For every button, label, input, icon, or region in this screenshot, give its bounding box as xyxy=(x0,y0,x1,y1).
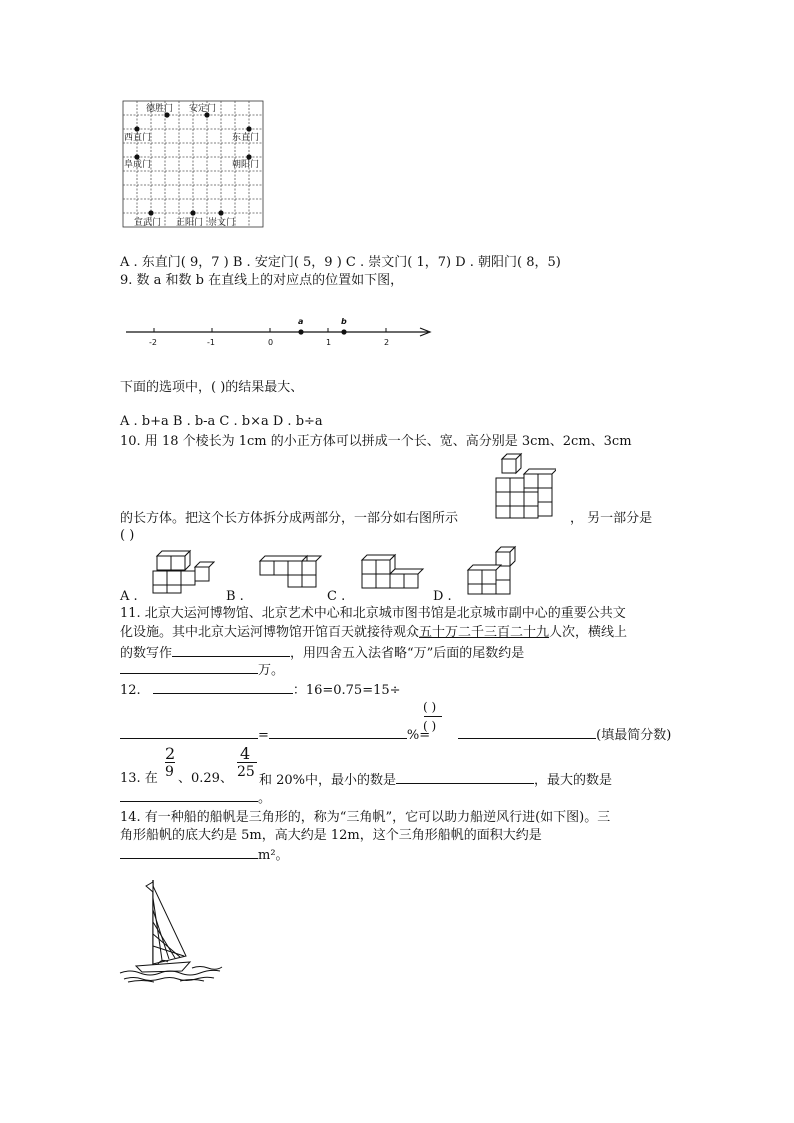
point-chongwen xyxy=(218,210,223,215)
q14-line2: 角形船帆的底大约是 5m，高大约是 12m，这个三角形船帆的面积大约是 xyxy=(120,828,542,843)
q13-mid: 、0.29、 xyxy=(178,771,233,786)
q13-frac1-den: 9 xyxy=(165,764,174,780)
q11-line1: 11. 北京大运河博物馆、北京艺术中心和北京城市图书馆是北京城市副中心的重要公共文 xyxy=(120,606,626,621)
q12-answer-blank-2[interactable] xyxy=(120,726,258,739)
q11-line2-start: 化设施。其中北京大运河博物馆开馆百天就接待观众 xyxy=(120,625,420,640)
q10-option-b-label: B . xyxy=(226,589,244,604)
label-chaoyang: 朝阳门 xyxy=(232,160,260,170)
q10-line1: 10. 用 18 个棱长为 1cm 的小正方体可以拼成一个长、宽、高分别是 3cm、2cm、3cm xyxy=(120,434,632,449)
label-fucheng: 阜成门 xyxy=(124,160,152,170)
tick-label-neg2: -2 xyxy=(149,338,157,347)
q12-paren-top: ( ) xyxy=(423,700,437,714)
point-zhengyang xyxy=(190,210,195,215)
label-desheng: 德胜门 xyxy=(146,104,174,114)
q10-given-part-figure xyxy=(494,452,556,524)
label-anding: 安定门 xyxy=(189,104,217,114)
point-a-label: a xyxy=(298,317,304,326)
q12-label: 12. xyxy=(120,683,141,698)
q8-options: A . 东直门( 9，7 ) B . 安定门( 5，9 ) C . 崇文门( 1，7) D . 朝阳门( 8，5) xyxy=(120,255,561,270)
q12-percent: %= xyxy=(406,728,431,743)
q11-line4 xyxy=(120,661,284,679)
q13-line2 xyxy=(120,789,271,807)
number-line-figure xyxy=(120,312,438,356)
label-chongwen: 崇文门 xyxy=(208,218,236,228)
q10-option-b-figure xyxy=(258,552,324,594)
cube-shape-c xyxy=(360,552,428,594)
tick-label-2: 2 xyxy=(384,338,390,347)
q13-frac1-bar xyxy=(165,762,175,763)
q13-frac2-bar xyxy=(237,762,257,763)
sailboat-icon xyxy=(118,878,228,986)
q13-answer-blank-max[interactable] xyxy=(120,789,258,802)
label-xizhi: 西直门 xyxy=(124,133,152,143)
q14-answer-blank[interactable] xyxy=(120,846,258,859)
q11-line3 xyxy=(120,644,524,662)
q12-line1 xyxy=(120,681,401,699)
beijing-gates-map xyxy=(120,98,266,230)
q11-line3-end: ，用四舍五入法省略“万”后面的尾数约是 xyxy=(290,646,525,661)
q10-option-c-label: C . xyxy=(327,589,346,604)
q10-option-d-figure xyxy=(466,544,528,600)
q12-answer-blank-3[interactable] xyxy=(269,726,407,739)
point-b-dot xyxy=(341,329,346,334)
q14-unit: m²。 xyxy=(258,848,289,863)
map-grid-figure xyxy=(120,98,266,234)
q13-rest2: ，最大的数是 xyxy=(534,773,613,788)
q14-line3 xyxy=(120,846,289,864)
q11-answer-blank-2[interactable] xyxy=(120,661,258,674)
number-line xyxy=(120,312,438,352)
point-xuanwu xyxy=(148,210,153,215)
q11-line2-end: 人次，横线上 xyxy=(549,625,628,640)
q12-answer-blank-4[interactable] xyxy=(458,726,596,739)
q12-fraction-bar xyxy=(424,716,442,717)
point-fucheng xyxy=(134,154,139,159)
tick-label-1: 1 xyxy=(326,338,332,347)
point-xizhi xyxy=(134,126,139,131)
q11-line2 xyxy=(120,625,627,641)
q13-answer-blank-min[interactable] xyxy=(396,771,534,784)
q12-tail: (填最简分数) xyxy=(596,728,672,743)
q11-line3-start: 的数写作 xyxy=(120,646,173,661)
q10-option-c-figure xyxy=(360,552,428,598)
tick-label-neg1: -1 xyxy=(207,338,215,347)
q11-underlined-number: 五十万二千三百二十九 xyxy=(419,625,550,640)
label-zhengyang: 正阳门 xyxy=(176,218,204,228)
q10-line3: ( ) xyxy=(120,528,135,543)
q13-end: 。 xyxy=(258,791,272,806)
q10-line2b: ， 另一部分是 xyxy=(570,511,653,526)
q10-option-a-figure xyxy=(151,547,215,599)
point-dongzhi xyxy=(246,126,251,131)
point-a-dot xyxy=(298,329,303,334)
point-b-label: b xyxy=(341,317,347,326)
cube-shape-d xyxy=(466,544,528,596)
q10-option-d-label: D . xyxy=(433,589,452,604)
label-dongzhi: 东直门 xyxy=(232,133,260,143)
q10-line2a: 的长方体。把这个长方体拆分成两部分，一部分如右图所示 xyxy=(120,511,459,526)
q9-stem: 9. 数 a 和数 b 在直线上的对应点的位置如下图， xyxy=(120,273,404,288)
q10-option-a-label: A . xyxy=(120,589,138,604)
q12-part1: ：16=0.75=15÷ xyxy=(292,683,401,698)
q9-options: A . b+a B . b-a C . b×a D . b÷a xyxy=(120,414,323,429)
sailboat-figure xyxy=(118,878,228,990)
q11-unit: 万。 xyxy=(258,663,285,678)
q12-equals: = xyxy=(258,728,269,743)
q13-label: 13. 在 xyxy=(120,771,158,786)
cube-stack-given xyxy=(494,452,556,520)
q12-paren-bottom: ( ) xyxy=(423,719,437,733)
point-chaoyang xyxy=(246,154,251,159)
q13-frac2-num: 4 xyxy=(240,744,251,763)
q9-question: 下面的选项中，( )的结果最大、 xyxy=(120,380,304,395)
cube-shape-a xyxy=(151,547,215,595)
q13-rest xyxy=(259,771,612,789)
q11-answer-blank-1[interactable] xyxy=(172,644,290,657)
q13-rest-text: 和 20%中，最小的数是 xyxy=(259,773,397,788)
label-xuanwu: 宣武门 xyxy=(134,218,162,228)
q14-line1: 14. 有一种船的船帆是三角形的，称为“三角帆”，它可以助力船逆风行进(如下图)。三 xyxy=(120,810,611,825)
q12-answer-blank-1[interactable] xyxy=(153,681,293,694)
tick-marks xyxy=(154,328,386,332)
cube-shape-b xyxy=(258,552,324,590)
tick-label-0: 0 xyxy=(268,338,274,347)
q13-frac1-num: 2 xyxy=(165,744,176,763)
q12-line2 xyxy=(120,726,671,744)
q13-frac2-den: 25 xyxy=(237,764,255,780)
